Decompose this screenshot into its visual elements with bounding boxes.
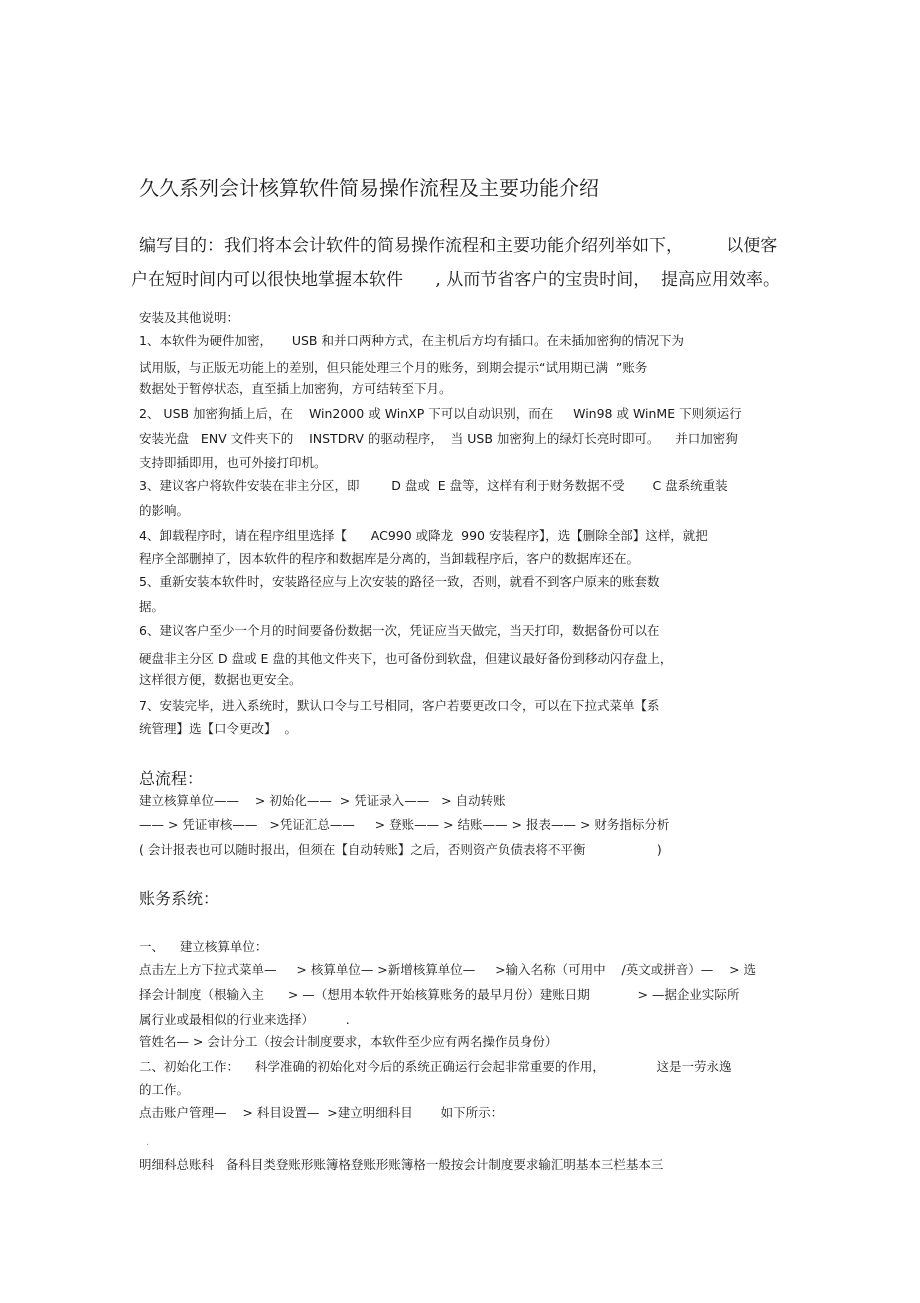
install-line: 支持即插即用，也可外接打印机。 [139,455,327,470]
flow-line: ( 会计报表也可以随时报出，但须在【自动转账】之后，否则资产负债表将不平衡 ) [139,842,662,857]
install-line: 这样很方便，数据也更安全。 [139,672,302,687]
flow-line: 建立核算单位—— > 初始化—— > 凭证录入—— > 自动转账 [139,793,506,808]
flow-heading: 总流程： [139,769,204,788]
accounting-line: 点击账户管理— > 科目设置— >建立明细科目 如下所示： [139,1105,504,1120]
install-heading: 安装及其他说明： [139,310,240,325]
accounting-line: 属行业或最相似的行业来选择） . [139,1012,350,1027]
install-line: 硬盘非主分区 D 盘或 E 盘的其他文件夹下，也可备份到软盘，但建议最好备份到移动闪存盘上， [139,651,673,666]
install-line: 4、卸载程序时，请在程序组里选择【 AC990 或降龙 990 安装程序】，选【删除全部】这样，就把 [139,528,708,543]
accounting-line: 择会计制度（根输入主 > —（想用本软件开始核算账务的最早月份）建账日期 > —据企业实际所 [139,987,740,1002]
install-line: 2、 USB 加密狗插上后，在 Win2000 或 WinXP 下可以自动识别，而在 Win98 或 WinME 下则须运行 [139,406,742,421]
install-line: 的影响。 [139,503,190,518]
install-line: 安装光盘 ENV 文件夹下的 INSTDRV 的驱动程序， 当 USB 加密狗上的绿灯长亮时即可。 并口加密狗 [139,431,738,446]
install-line: 1、本软件为硬件加密， USB 和并口两种方式，在主机后方均有插口。在未插加密狗的情况下为 [139,333,684,348]
page-title: 久久系列会计核算软件简易操作流程及主要功能介绍 [139,176,599,200]
install-line: 3、建议客户将软件安装在非主分区，即 D 盘或 E 盘等，这样有利于财务数据不受 C 盘系统重装 [139,478,728,493]
install-line: 程序全部删掉了，因本软件的程序和数据库是分离的，当卸载程序后，客户的数据库还在。 [139,551,640,566]
accounting-line: 的工作。 [139,1082,190,1097]
accounting-line: 管姓名— > 会计分工（按会计制度要求，本软件至少应有两名操作员身份） [139,1034,558,1049]
flow-line: —— > 凭证审核—— >凭证汇总—— > 登账—— > 结账—— > 报表—— > 财务指标分析 [139,817,670,832]
intro-line-2: 户在短时间内可以很快地掌握本软件 , 从而节省客户的宝贵时间， 提高应用效率。 [131,270,781,290]
install-line: 5、重新安装本软件时，安装路径应与上次安装的路径一致，否则，就看不到客户原来的账套数 [139,574,660,589]
intro-line-1: 编写目的：我们将本会计软件的简易操作流程和主要功能介绍列举如下， 以便客 [139,236,778,256]
install-line: 6、建议客户至少一个月的时间要备份数据一次，凭证应当天做完，当天打印，数据备份可以在 [139,623,660,638]
accounting-line: 点击左上方下拉式菜单— > 核算单位— >新增核算单位— >输入名称（可用中 /英文或拼音）— > 选 [139,962,757,977]
accounting-line: 二、初始化工作： 科学准确的初始化对今后的系统正确运行会起非常重要的作用， 这是一劳永逸 [139,1059,732,1074]
install-line: 7、安装完毕，进入系统时，默认口令与工号相同，客户若要更改口令，可以在下拉式菜单【系 [139,698,660,713]
install-line: 据。 [139,599,165,614]
stray-dot: · [146,1140,150,1151]
install-line: 试用版，与正版无功能上的差别，但只能处理三个月的账务，到期会提示“试用期已满 ”账务 [139,360,648,375]
install-line: 统管理】选【口令更改】 。 [139,721,297,736]
accounting-line: 明细科总账科 备科目类登账形账簿格登账形账簿格一般按会计制度要求输汇明基本三栏基本三 [139,1157,664,1172]
install-line: 数据处于暂停状态，直至插上加密狗，方可结转至下月。 [139,381,452,396]
accounting-heading: 账务系统： [139,889,220,908]
accounting-line: 一、 建立核算单位： [139,939,268,954]
